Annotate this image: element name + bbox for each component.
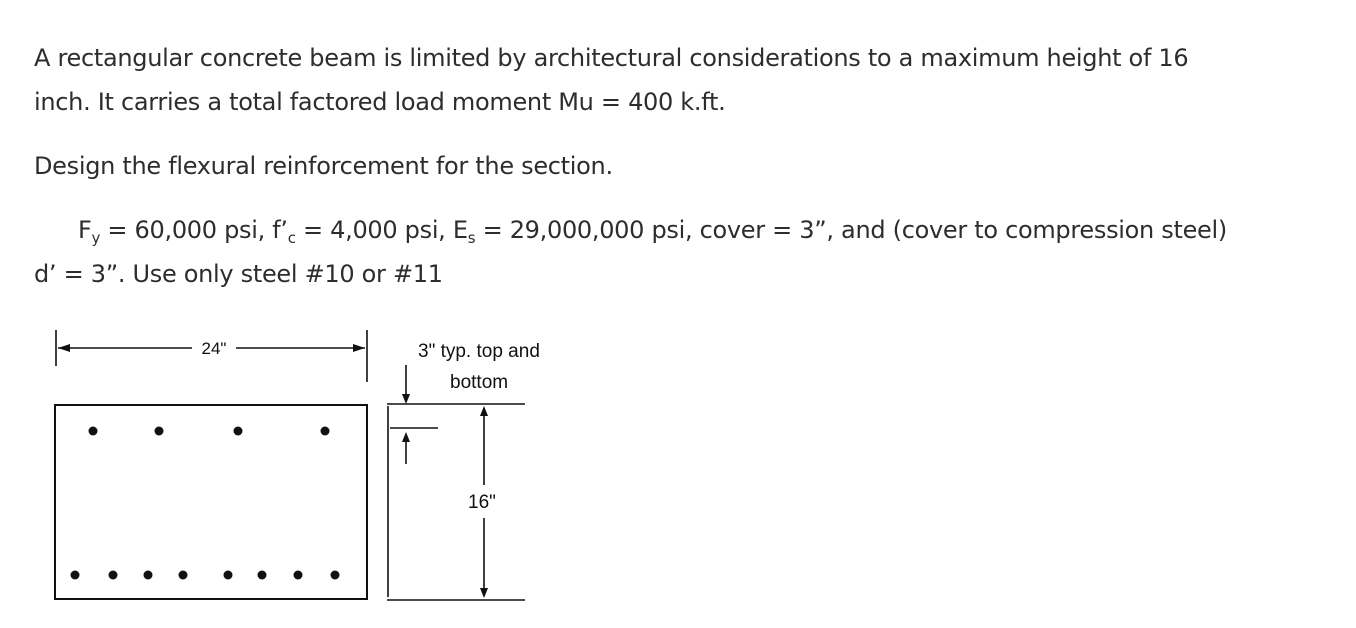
height-arrow-top bbox=[480, 406, 488, 416]
width-arrow-left bbox=[58, 344, 70, 352]
fy-value: = 60,000 psi, bbox=[100, 216, 273, 244]
fc-value: = 4,000 psi, bbox=[295, 216, 453, 244]
fy-subscript: y bbox=[91, 229, 101, 247]
top-bar bbox=[234, 427, 243, 436]
bottom-bar bbox=[258, 571, 267, 580]
cover-arrow-up bbox=[402, 432, 410, 442]
es-subscript: s bbox=[467, 229, 476, 247]
problem-paragraph-2: Design the flexural reinforcement for the section. bbox=[34, 152, 613, 180]
cover-label-line-1: 3" typ. top and bbox=[418, 341, 540, 362]
bottom-bar bbox=[109, 571, 118, 580]
top-bar bbox=[89, 427, 98, 436]
fc-symbol: f’ bbox=[272, 216, 288, 244]
height-arrow-bottom bbox=[480, 588, 488, 598]
top-bar bbox=[321, 427, 330, 436]
bottom-reinforcement bbox=[71, 571, 340, 580]
beam-outline bbox=[55, 405, 367, 599]
problem-line-2: inch. It carries a total factored load moment Mu = 400 k.ft. bbox=[34, 88, 726, 116]
fc-subscript: c bbox=[287, 229, 296, 247]
top-bar bbox=[155, 427, 164, 436]
es-value: = 29,000,000 psi, cover = 3”, and (cover to compression steel) bbox=[475, 216, 1227, 244]
bottom-bar bbox=[294, 571, 303, 580]
fy-symbol: F bbox=[78, 216, 92, 244]
width-label: 24" bbox=[201, 339, 227, 358]
cover-dimension bbox=[388, 365, 438, 597]
bottom-bar bbox=[179, 571, 188, 580]
cover-label-line-2: bottom bbox=[450, 372, 509, 393]
given-line-2: d’ = 3”. Use only steel #10 or #11 bbox=[34, 260, 443, 288]
bottom-bar bbox=[224, 571, 233, 580]
bottom-bar bbox=[144, 571, 153, 580]
top-reinforcement bbox=[89, 427, 330, 436]
bottom-bar bbox=[331, 571, 340, 580]
es-symbol: E bbox=[452, 216, 468, 244]
cover-arrow-down bbox=[402, 394, 410, 404]
height-label: 16" bbox=[468, 492, 496, 513]
bottom-bar bbox=[71, 571, 80, 580]
width-arrow-right bbox=[353, 344, 365, 352]
problem-line-1: A rectangular concrete beam is limited by architectural considerations to a maximum height of 16 bbox=[34, 44, 1189, 72]
height-dimension bbox=[387, 404, 525, 600]
